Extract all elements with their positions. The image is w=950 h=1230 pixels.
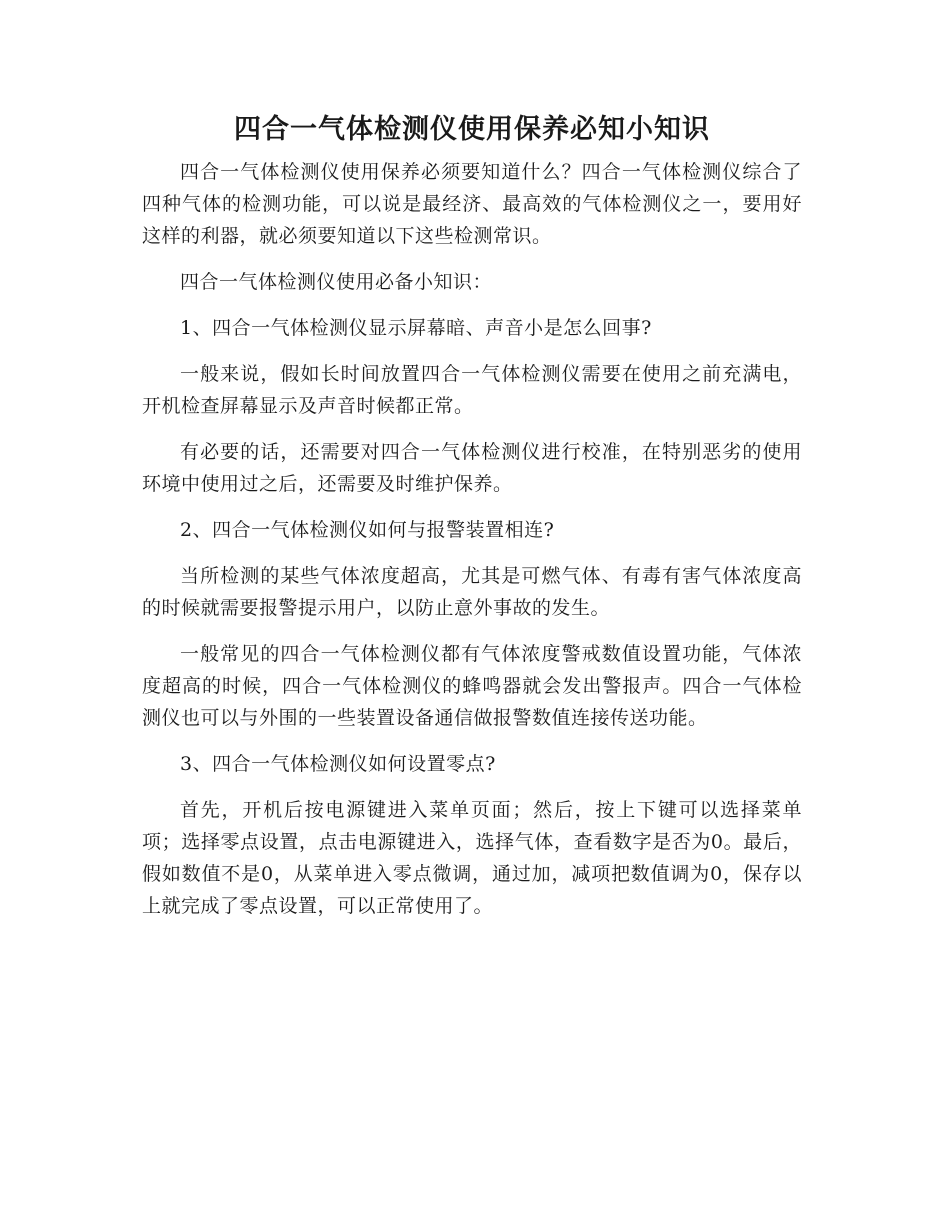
document-page	[142, 110, 802, 936]
answer-3: 首先，开机后按电源键进入菜单页面；然后，按上下键可以选择菜单项；选择零点设置，点击电源键进入，选择气体，查看数字是否为0。最后，假如数值不是0，从菜单进入零点微调，通过加，减项把数值调为0，保存以上就完成了零点设置，可以正常使用了。	[142, 799, 802, 917]
question-3: 3、四合一气体检测仪如何设置零点?	[180, 753, 496, 775]
question-1: 1、四合一气体检测仪显示屏幕暗、声音小是怎么回事?	[180, 317, 652, 339]
answer-1-part-1: 一般来说，假如长时间放置四合一气体检测仪需要在使用之前充满电，开机检查屏幕显示及声音时候都正常。	[142, 363, 802, 417]
answer-2-part-2: 一般常见的四合一气体检测仪都有气体浓度警戒数值设置功能，气体浓度超高的时候，四合一气体检测仪的蜂鸣器就会发出警报声。四合一气体检测仪也可以与外围的一些装置设备通信做报警数值连接传送功能。	[142, 643, 802, 729]
answer-2-part-1: 当所检测的某些气体浓度超高，尤其是可燃气体、有毒有害气体浓度高的时候就需要报警提示用户，以防止意外事故的发生。	[142, 565, 802, 619]
paragraph-knowledge-heading: 四合一气体检测仪使用必备小知识：	[180, 271, 493, 293]
question-2: 2、四合一气体检测仪如何与报警装置相连?	[180, 519, 555, 541]
answer-1-part-2: 有必要的话，还需要对四合一气体检测仪进行校准，在特别恶劣的使用环境中使用过之后，还需要及时维护保养。	[142, 441, 802, 495]
document-title: 四合一气体检测仪使用保养必知小知识	[234, 114, 710, 145]
paragraph-intro: 四合一气体检测仪使用保养必须要知道什么？四合一气体检测仪综合了四种气体的检测功能，可以说是最经济、最高效的气体检测仪之一，要用好这样的利器，就必须要知道以下这些检测常识。	[142, 161, 802, 247]
